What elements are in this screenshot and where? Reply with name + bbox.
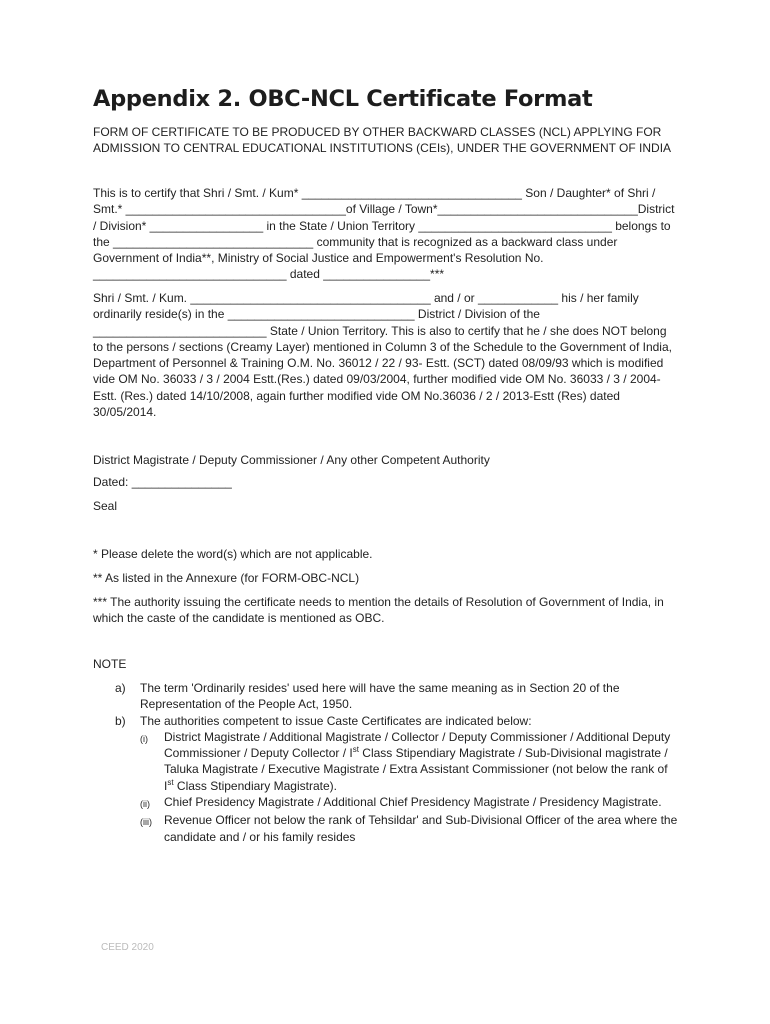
note-item-label: a): [115, 681, 126, 695]
dated-line: Dated: _______________: [93, 475, 232, 489]
authority-item-ii: [140, 794, 678, 812]
note-list: [93, 680, 678, 845]
authority-item-text: [164, 729, 678, 794]
note-item-b: [93, 713, 678, 729]
superscript: st: [167, 777, 174, 787]
note-item-a: [93, 680, 678, 713]
page-title: Appendix 2. OBC-NCL Certificate Format: [93, 86, 593, 112]
certificate-paragraph-2: Shri / Smt. / Kum. ____________________________________ and / or ____________ his / her family ordinarily reside(s) in the ____________________________ District / Division of the __________________________ State / Union Territory. This is also to certify that he / she does NOT belong to the persons / sections (Creamy Layer) mentioned in Column 3 of the Schedule to the Government of India, Department of Personnel & Training O.M. No. 36012 / 22 / 93- Estt. (SCT) dated 08/09/93 which is modified vide OM No. 36033 / 3 / 2004 Estt.(Res.) dated 09/03/2004, further modified vide OM No. 36033 / 3 / 2004-Estt. (Res.) dated 14/10/2008, again further modified vide OM No.36036 / 2 / 2013-Estt (Res) dated 30/05/2014.: [93, 291, 672, 420]
authority-text-part: District Magistrate / Additional Magistrate / Collector / Deputy Commissioner / Additional Deputy Commissioner / Deputy Collector / I: [164, 729, 671, 761]
authority-item-text: Revenue Officer not below the rank of Tehsildar' and Sub-Divisional Officer of the area where the candidate and / or his family resides: [164, 813, 678, 844]
authority-text-part: Class Stipendiary Magistrate).: [173, 778, 337, 793]
note-heading: NOTE: [93, 657, 127, 671]
footnote-2: ** As listed in the Annexure (for FORM-OBC-NCL): [93, 571, 360, 585]
note-item-text: The authorities competent to issue Caste Certificates are indicated below:: [140, 713, 532, 728]
form-subtitle: FORM OF CERTIFICATE TO BE PRODUCED BY OTHER BACKWARD CLASSES (NCL) APPLYING FOR ADMISSION TO CENTRAL EDUCATIONAL INSTITUTIONS (CEIs), UNDER THE GOVERNMENT OF INDIA: [93, 125, 672, 156]
superscript: st: [352, 745, 359, 755]
authority-signature-line: District Magistrate / Deputy Commissioner / Any other Competent Authority: [93, 453, 490, 467]
footnote-3: *** The authority issuing the certificate needs to mention the details of Resolution of Government of India, in which the caste of the candidate is mentioned as OBC.: [93, 595, 664, 626]
certificate-paragraph-1: This is to certify that Shri / Smt. / Kum* _________________________________ Son / Daughter* of Shri / Smt.* _________________________________of Village / Town*______________________________District / Division* _________________ in the State / Union Territory _____________________________ belongs to the ______________________________ community that is recognized as a backward class under Government of India**, Ministry of Social Justice and Empowerment's Resolution No. _____________________________ dated ________________***: [93, 186, 675, 282]
footnote-1: * Please delete the word(s) which are not applicable.: [93, 547, 373, 561]
authority-item-iii: [140, 812, 678, 845]
page-footer: CEED 2020: [101, 942, 154, 953]
note-item-label: b): [115, 713, 126, 728]
authority-item-text: Chief Presidency Magistrate / Additional Chief Presidency Magistrate / Presidency Magistrate.: [164, 795, 662, 810]
seal-label: Seal: [93, 499, 118, 513]
authority-item-i: [140, 729, 678, 794]
authority-item-label: (iii): [140, 817, 152, 828]
note-item-text: The term 'Ordinarily resides' used here will have the same meaning as in Section 20 of the Representation of the People Act, 1950.: [140, 681, 620, 712]
authority-item-label: (ii): [140, 799, 150, 810]
authority-text-part: Class Stipendiary Magistrate / Sub-Divisional magistrate / Taluka Magistrate / Executive Magistrate / Extra Assistant Commissioner (not below the rank of I: [164, 746, 668, 793]
authority-item-label: (i): [140, 733, 148, 744]
